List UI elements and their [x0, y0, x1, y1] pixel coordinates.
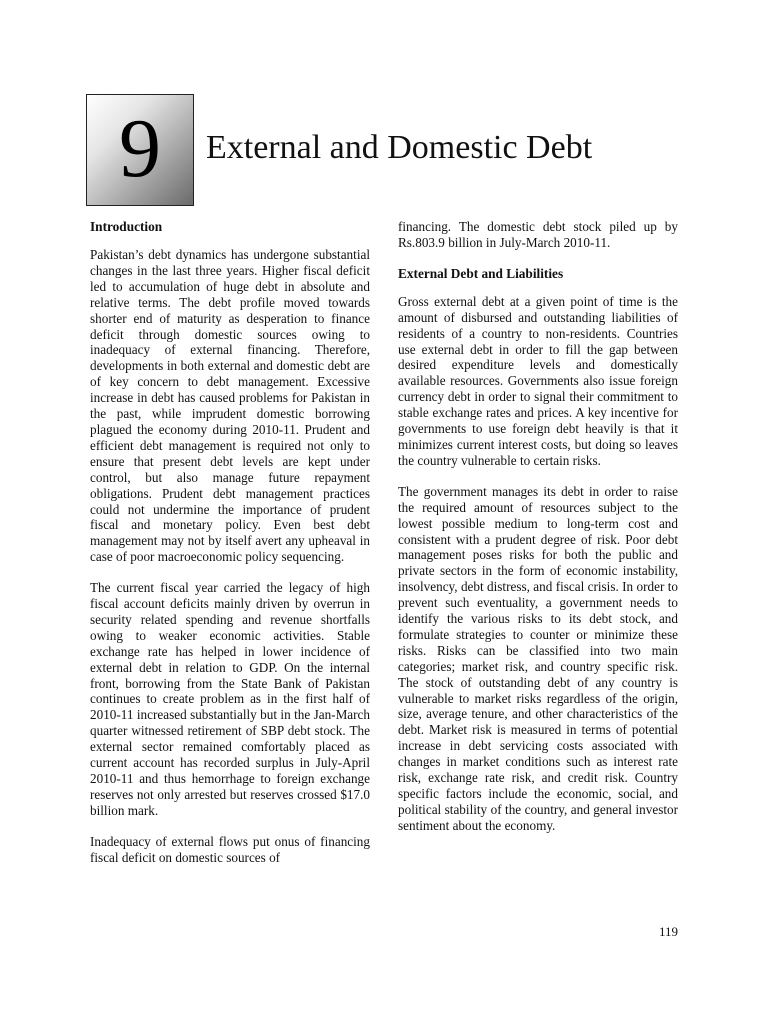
- paragraph: Pakistan’s debt dynamics has undergone substantial changes in the last three years. Higher fiscal deficit led to accumulation of huge debt in absolute and relative terms. The debt profile moved towards shorter end of maturity as desperation to finance deficit through domestic sources owing to inadequacy of external financing. Therefore, developments in both external and domestic debt are of key concern to debt management. Excessive increase in debt has caused problems for Pakistan in the past, while imprudent domestic borrowing plagued the economy during 2010-11. Prudent and efficient debt management is required not only to ensure that present debt levels are kept under control, but also manage future repayment obligations. Prudent debt management practices could not undermine the importance of prudent fiscal and monetary policy. Even best debt management may not by itself avert any upheaval in case of poor macroeconomic policy sequencing.: [90, 247, 370, 565]
- chapter-number: 9: [119, 102, 161, 195]
- continued-paragraph: financing. The domestic debt stock piled up by Rs.803.9 billion in July-March 2010-11.: [398, 219, 678, 250]
- introduction-heading: Introduction: [90, 219, 163, 234]
- paragraph: The current fiscal year carried the legacy of high fiscal account deficits mainly driven by overrun in security related spending and revenue shortfalls owing to weaker economic activities. Stable exchange rate has helped in lower incidence of external debt in relation to GDP. On the internal front, borrowing from the State Bank of Pakistan continues to create problem as in the first half of 2010-11 increased substantially but in the Jan-March quarter witnessed retirement of SBP debt stock. The external sector remained comfortably placed as current account has recorded surplus in July-April 2010-11 and thus hemorrhage to foreign exchange reserves not only arrested but reserves crossed $17.0 billion mark.: [90, 580, 370, 818]
- right-column: [398, 219, 678, 849]
- paragraph: The government manages its debt in order to raise the required amount of resources subject to the lowest possible medium to long-term cost and consistent with a prudent degree of risk. Poor debt management poses risks for both the public and private sectors in the form of economic instability, insolvency, debt distress, and fiscal crisis. In order to prevent such eventuality, a government needs to identify the various risks to its debt stock, and formulate strategies to counter or minimize these risks. Risks can be classified into two main categories; market risk, and country specific risk. The stock of outstanding debt of any country is vulnerable to market risks regardless of the origin, size, average tenure, and other characteristics of the debt. Market risk is measured in terms of potential increase in debt servicing costs associated with changes in market conditions such as interest rate risk, exchange rate risk, and credit risk. Country specific factors include the economic, social, and political stability of the country, and general investor sentiment about the economy.: [398, 483, 678, 833]
- chapter-number-box: [86, 94, 194, 206]
- page-number: 119: [658, 924, 678, 939]
- chapter-title: External and Domestic Debt: [206, 129, 593, 166]
- paragraph: Inadequacy of external flows put onus of financing fiscal deficit on domestic sources of: [90, 833, 370, 865]
- left-column: [90, 219, 370, 881]
- paragraph: Gross external debt at a given point of time is the amount of disbursed and outstanding liabilities of residents of a country to non-residents. Countries use external debt in order to fill the gap between desired expenditure levels and domestically available resources. Governments also issue foreign currency debt in order to signal their commitment to stable exchange rates and prices. A key incentive for governments to use foreign debt heavily is that it minimizes current interest costs, but doing so leaves the country vulnerable to certain risks.: [398, 293, 678, 468]
- external-debt-heading: External Debt and Liabilities: [398, 265, 564, 281]
